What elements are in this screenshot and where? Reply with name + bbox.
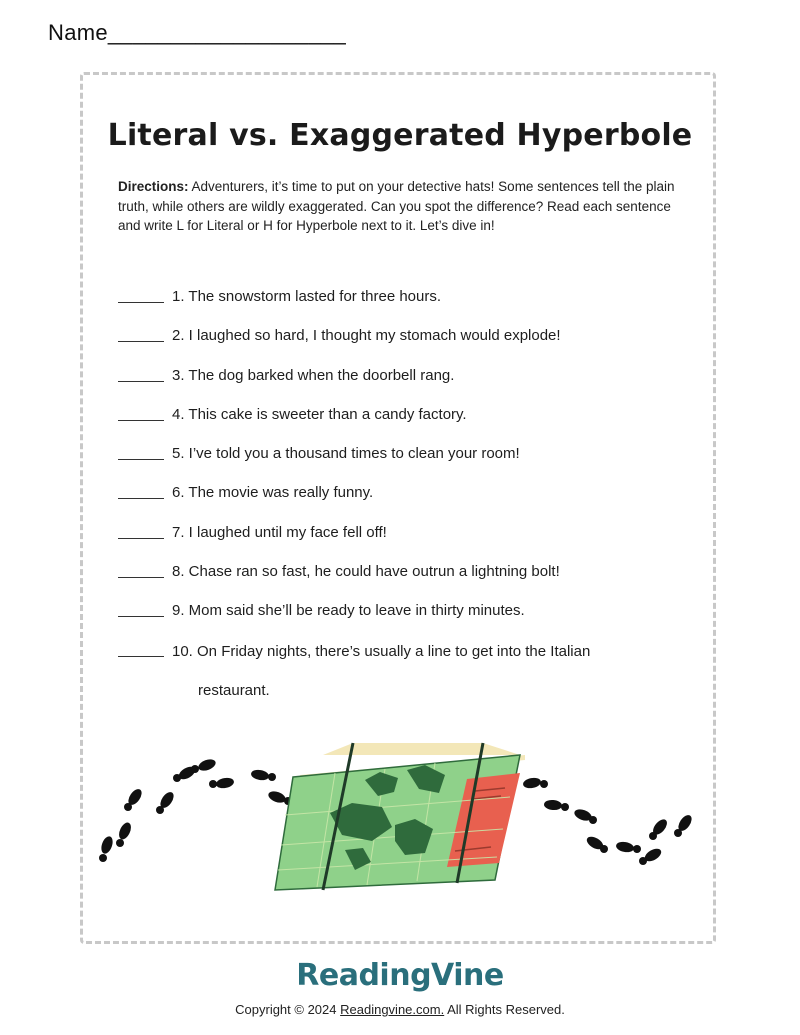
question-text: 2. I laughed so hard, I thought my stomach would explode! (172, 327, 561, 345)
question-text: 8. Chase ran so fast, he could have outrun a lightning bolt! (172, 563, 560, 581)
question-text-line-2: restaurant. (198, 681, 270, 699)
name-field-label: Name___________________ (48, 20, 347, 45)
answer-blank[interactable] (118, 563, 164, 578)
question-item (118, 563, 698, 602)
treasure-map-icon (275, 743, 525, 890)
readingvine-link[interactable]: Readingvine.com. (340, 1002, 445, 1017)
answer-blank[interactable] (118, 406, 164, 421)
question-text: 1. The snowstorm lasted for three hours. (172, 288, 442, 305)
directions (118, 177, 688, 236)
copyright-prefix: Copyright © 2024 (235, 1002, 341, 1017)
question-item (118, 367, 698, 406)
answer-blank[interactable] (118, 602, 164, 617)
question-text: 9. Mom said she’ll be ready to leave in thirty minutes. (172, 602, 525, 620)
directions-label: Directions: (118, 179, 189, 194)
question-text: 4. This cake is sweeter than a candy factory. (172, 405, 467, 423)
question-text: 3. The dog barked when the doorbell rang. (172, 366, 455, 384)
readingvine-logo: ReadingVine (296, 958, 504, 993)
illustration (95, 735, 705, 895)
question-item (118, 406, 698, 445)
question-item (118, 288, 698, 327)
question-text-line-1: 10. On Friday nights, there’s usually a line to get into the Italian (172, 642, 591, 660)
answer-blank[interactable] (118, 524, 164, 539)
question-item (118, 327, 698, 366)
question-text: 5. I’ve told you a thousand times to clean your room! (172, 445, 520, 463)
question-text: 6. The movie was really funny. (172, 484, 374, 502)
copyright-suffix: All Rights Reserved. (444, 1002, 565, 1017)
answer-blank[interactable] (118, 642, 164, 657)
question-item (118, 524, 698, 563)
answer-blank[interactable] (118, 367, 164, 382)
worksheet-title: Literal vs. Exaggerated Hyperbole (107, 118, 693, 153)
answer-blank[interactable] (118, 288, 164, 303)
answer-blank[interactable] (118, 445, 164, 460)
directions-text: Adventurers, it’s time to put on your detective hats! Some sentences tell the plain truth, while others are wildly exaggerated. Can you spot the difference? Read each sentence and write L for Literal or H for Hyperbole next to it. Let’s dive in! (118, 179, 675, 233)
question-text: 7. I laughed until my face fell off! (172, 523, 387, 541)
question-item (118, 484, 698, 523)
question-item (118, 445, 698, 484)
question-list (118, 288, 698, 710)
question-item (118, 642, 698, 710)
copyright-notice (0, 1002, 800, 1017)
answer-blank[interactable] (118, 327, 164, 342)
answer-blank[interactable] (118, 484, 164, 499)
question-text (172, 632, 590, 710)
